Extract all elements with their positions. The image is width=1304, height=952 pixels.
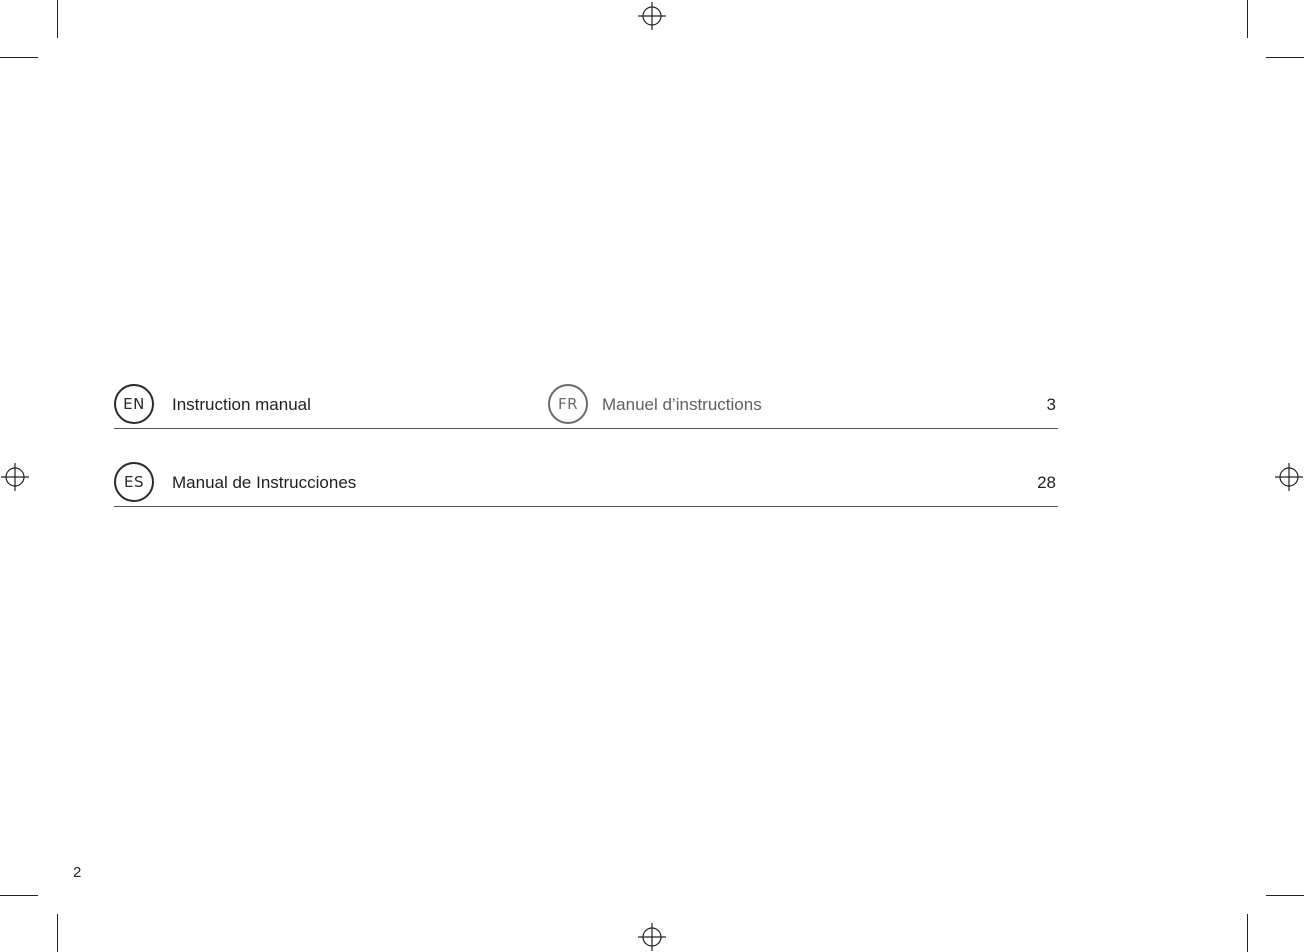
crop-mark-bottom-left-vertical: [57, 914, 58, 952]
registration-mark-top-icon: [638, 2, 666, 30]
crop-mark-top-left-horizontal: [0, 57, 38, 58]
registration-mark-bottom-icon: [638, 923, 666, 951]
lang-badge-en: EN: [114, 384, 154, 424]
crop-mark-bottom-right-vertical: [1247, 914, 1248, 952]
lang-badge-fr: FR: [548, 384, 588, 424]
crop-mark-top-right-vertical: [1247, 0, 1248, 38]
toc-page-number-en-fr: 3: [1046, 395, 1056, 414]
registration-mark-left-icon: [1, 463, 29, 491]
toc-row-es: [114, 462, 1058, 507]
page-number: 2: [73, 864, 82, 881]
toc-title-fr: Manuel d’instructions: [602, 395, 762, 414]
toc-title-es: Manual de Instrucciones: [172, 473, 357, 492]
registration-mark-right-icon: [1275, 463, 1303, 491]
crop-mark-bottom-left-horizontal: [0, 895, 38, 896]
toc-page-number-es: 28: [1037, 473, 1056, 492]
crop-mark-top-right-horizontal: [1266, 57, 1304, 58]
toc-row-en-fr: [114, 384, 1058, 429]
toc-title-en: Instruction manual: [172, 395, 311, 414]
crop-mark-bottom-right-horizontal: [1266, 895, 1304, 896]
lang-badge-es: ES: [114, 462, 154, 502]
crop-mark-top-left-vertical: [57, 0, 58, 38]
